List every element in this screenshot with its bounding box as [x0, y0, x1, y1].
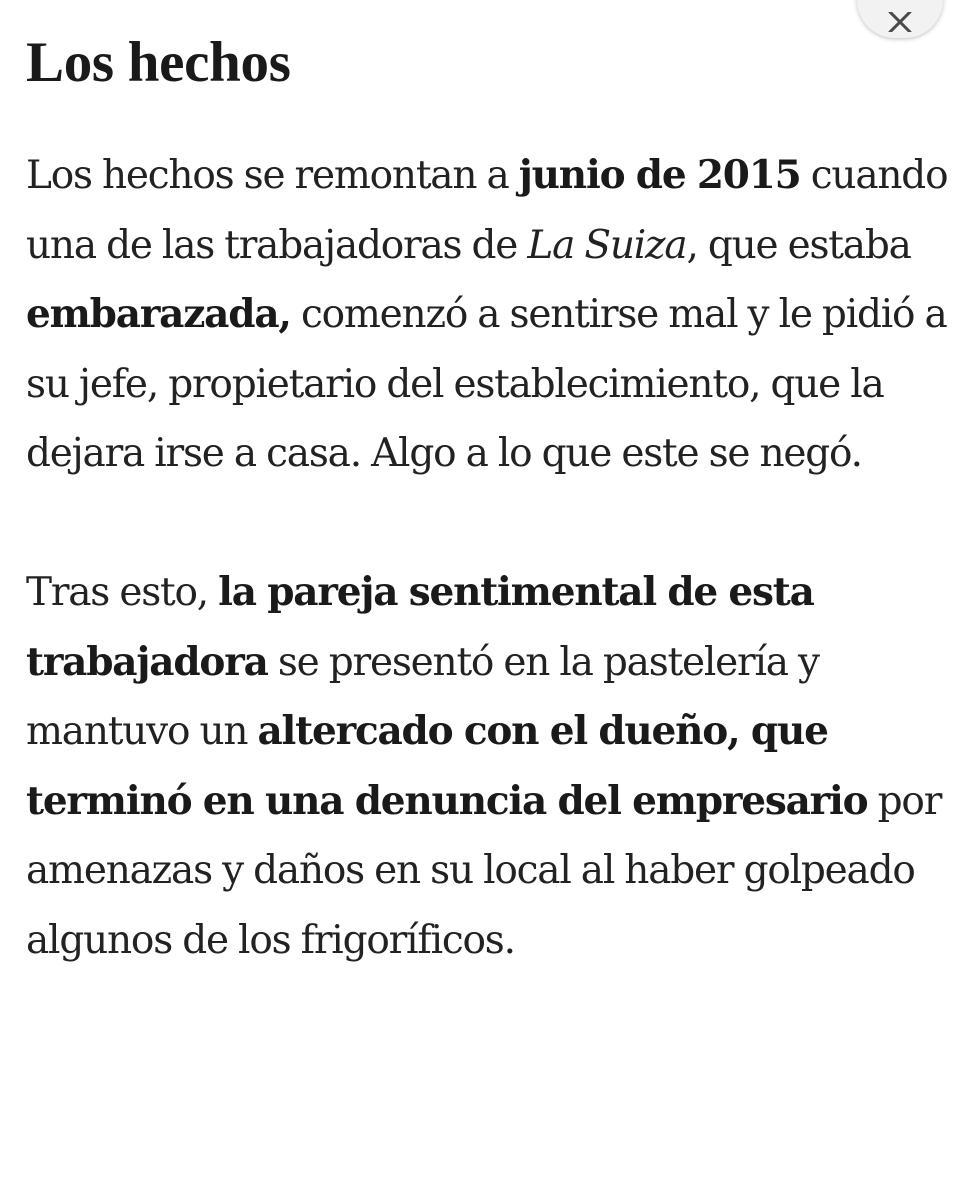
paragraph-text: cuando una de las trabajadoras de	[26, 153, 948, 268]
paragraph-text: Tras esto,	[26, 569, 219, 615]
paragraph-text: comenzó a sentirse mal y le pidió a su jefe, propietario del establecimiento, que la dejara irse a casa. Algo a lo que este se negó.	[26, 292, 947, 477]
paragraph-text: se presentó en la pastelería y mantuvo un	[26, 639, 819, 755]
bold-date: junio de 2015	[518, 152, 801, 198]
italic-business-name: La Suiza	[527, 222, 687, 268]
paragraph-hechos	[26, 141, 966, 489]
paragraph-text: por amenazas y daños en su local al haber golpeado algunos de los frigoríficos.	[26, 778, 942, 963]
article-body	[26, 26, 966, 976]
paragraph-altercado	[26, 558, 966, 976]
section-title: Los hechos	[26, 31, 291, 94]
bold-altercado: altercado con el dueño, que terminó en una denuncia del empresario	[26, 708, 868, 824]
paragraph-text: Los hechos se remontan a	[26, 153, 519, 198]
bold-embarazada: embarazada,	[26, 291, 291, 338]
paragraph-text: , que estaba	[686, 222, 911, 268]
bold-pareja: la pareja sentimental de esta trabajadora	[26, 568, 814, 685]
